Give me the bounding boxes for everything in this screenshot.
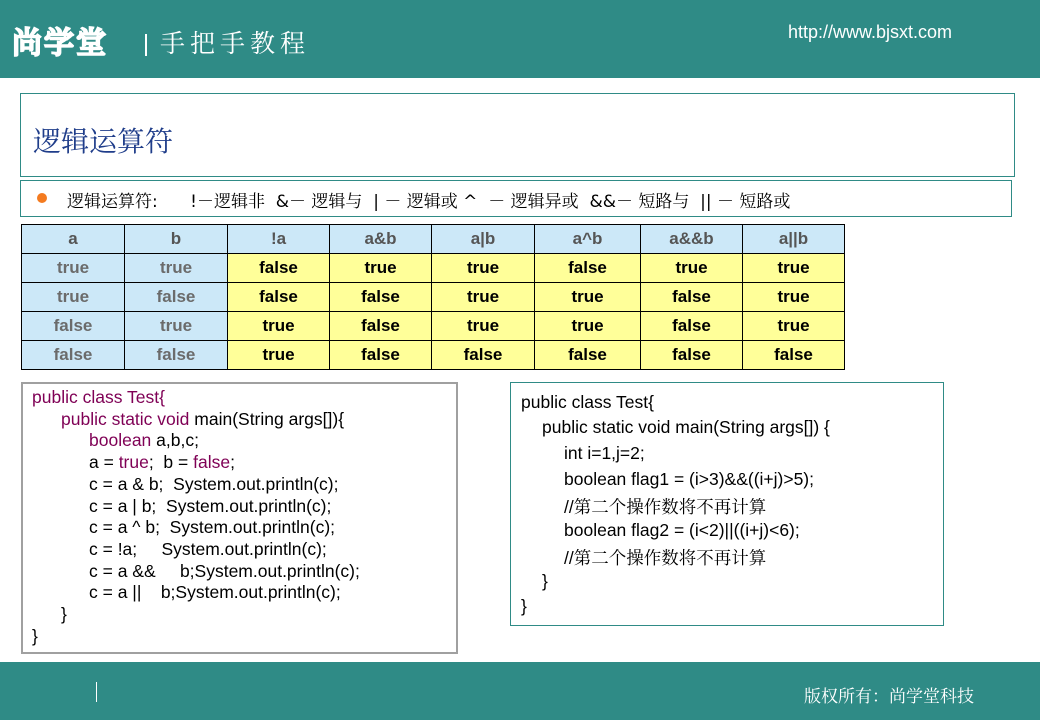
code-line: } [32, 626, 38, 646]
code-keyword: public static void [61, 409, 190, 429]
table-header: a [22, 225, 125, 254]
code-keyword: public class Test{ [32, 387, 165, 407]
code-comment: //第二个操作数将不再计算 [564, 497, 767, 517]
code-text: ; [230, 452, 235, 472]
code-keyword: boolean [89, 430, 152, 450]
code-text: a = [89, 452, 119, 472]
table-cell: true [743, 283, 845, 312]
table-cell: true [125, 254, 228, 283]
table-header: a&&b [641, 225, 743, 254]
footer-bar [0, 662, 1040, 720]
code-line: c = a & b; System.out.println(c); [89, 474, 339, 494]
code-line: c = a && b;System.out.println(c); [89, 561, 360, 581]
table-cell: true [432, 254, 535, 283]
code-comment: //第二个操作数将不再计算 [564, 548, 767, 568]
table-cell: false [228, 283, 330, 312]
table-cell: true [743, 254, 845, 283]
table-cell: false [330, 341, 432, 370]
code-line: } [521, 596, 527, 616]
logo: 尚学堂 [12, 26, 108, 61]
bullet-icon [37, 193, 47, 203]
slide-title: 逻辑运算符 [33, 125, 174, 158]
code-text: a,b,c; [151, 430, 199, 450]
header-subtitle: 手把手教程 [160, 29, 311, 58]
table-cell: false [22, 341, 125, 370]
table-cell: true [228, 312, 330, 341]
code-line: c = a | b; System.out.println(c); [89, 496, 332, 516]
table-cell: true [22, 283, 125, 312]
table-cell: false [432, 341, 535, 370]
table-row [22, 254, 845, 283]
code-example-right [510, 382, 944, 626]
table-header: a&b [330, 225, 432, 254]
code-line: public static void main(String args[]) { [542, 417, 830, 437]
code-line: } [61, 604, 67, 624]
table-cell: true [743, 312, 845, 341]
table-header: a||b [743, 225, 845, 254]
table-header: a|b [432, 225, 535, 254]
table-cell: true [125, 312, 228, 341]
table-cell: false [125, 341, 228, 370]
code-line: int i=1,j=2; [564, 443, 645, 463]
code-keyword: false [193, 452, 231, 472]
operators-line: 逻辑运算符: !－逻辑非 &－ 逻辑与 | － 逻辑或 ^ － 逻辑异或 &&－ 短路与 || － 短路或 [67, 192, 791, 212]
table-cell: false [535, 341, 641, 370]
table-cell: false [22, 312, 125, 341]
code-line: boolean flag2 = (i<2)||((i+j)<6); [564, 520, 800, 540]
table-cell: true [22, 254, 125, 283]
copyright-text: 版权所有：尚学堂科技 [804, 687, 974, 707]
table-cell: true [330, 254, 432, 283]
table-header: b [125, 225, 228, 254]
table-row [22, 341, 845, 370]
code-line: } [542, 571, 548, 591]
table-cell: true [641, 254, 743, 283]
table-cell: false [330, 312, 432, 341]
table-cell: false [228, 254, 330, 283]
table-cell: false [535, 254, 641, 283]
table-row [22, 312, 845, 341]
code-line [32, 387, 165, 408]
header-url: http://www.bjsxt.com [788, 22, 953, 42]
code-line: public class Test{ [521, 392, 654, 412]
table-cell: false [330, 283, 432, 312]
code-example-left [21, 382, 458, 654]
code-line: c = !a; System.out.println(c); [89, 539, 327, 559]
code-line: c = a || b;System.out.println(c); [89, 582, 341, 602]
operators-box [20, 180, 1012, 217]
footer-divider [96, 682, 97, 702]
code-line [61, 409, 344, 430]
table-cell: true [432, 283, 535, 312]
table-cell: false [743, 341, 845, 370]
table-header-row [22, 225, 845, 254]
code-line: c = a ^ b; System.out.println(c); [89, 517, 336, 537]
table-cell: true [535, 312, 641, 341]
title-box [20, 93, 1015, 177]
table-header: !a [228, 225, 330, 254]
code-keyword: true [118, 452, 149, 472]
table-cell: false [125, 283, 228, 312]
table-row [22, 283, 845, 312]
code-line: boolean flag1 = (i>3)&&((i+j)>5); [564, 469, 814, 489]
table-cell: false [641, 312, 743, 341]
truth-table [21, 224, 845, 370]
code-line [89, 452, 235, 473]
code-text: main(String args[]){ [189, 409, 345, 429]
header-bar [0, 0, 1040, 78]
table-header: a^b [535, 225, 641, 254]
table-cell: false [641, 341, 743, 370]
table-cell: true [432, 312, 535, 341]
table-cell: true [535, 283, 641, 312]
table-cell: false [641, 283, 743, 312]
table-cell: true [228, 341, 330, 370]
header-divider [145, 34, 147, 56]
code-text: ; b = [148, 452, 194, 472]
code-line [89, 430, 199, 451]
